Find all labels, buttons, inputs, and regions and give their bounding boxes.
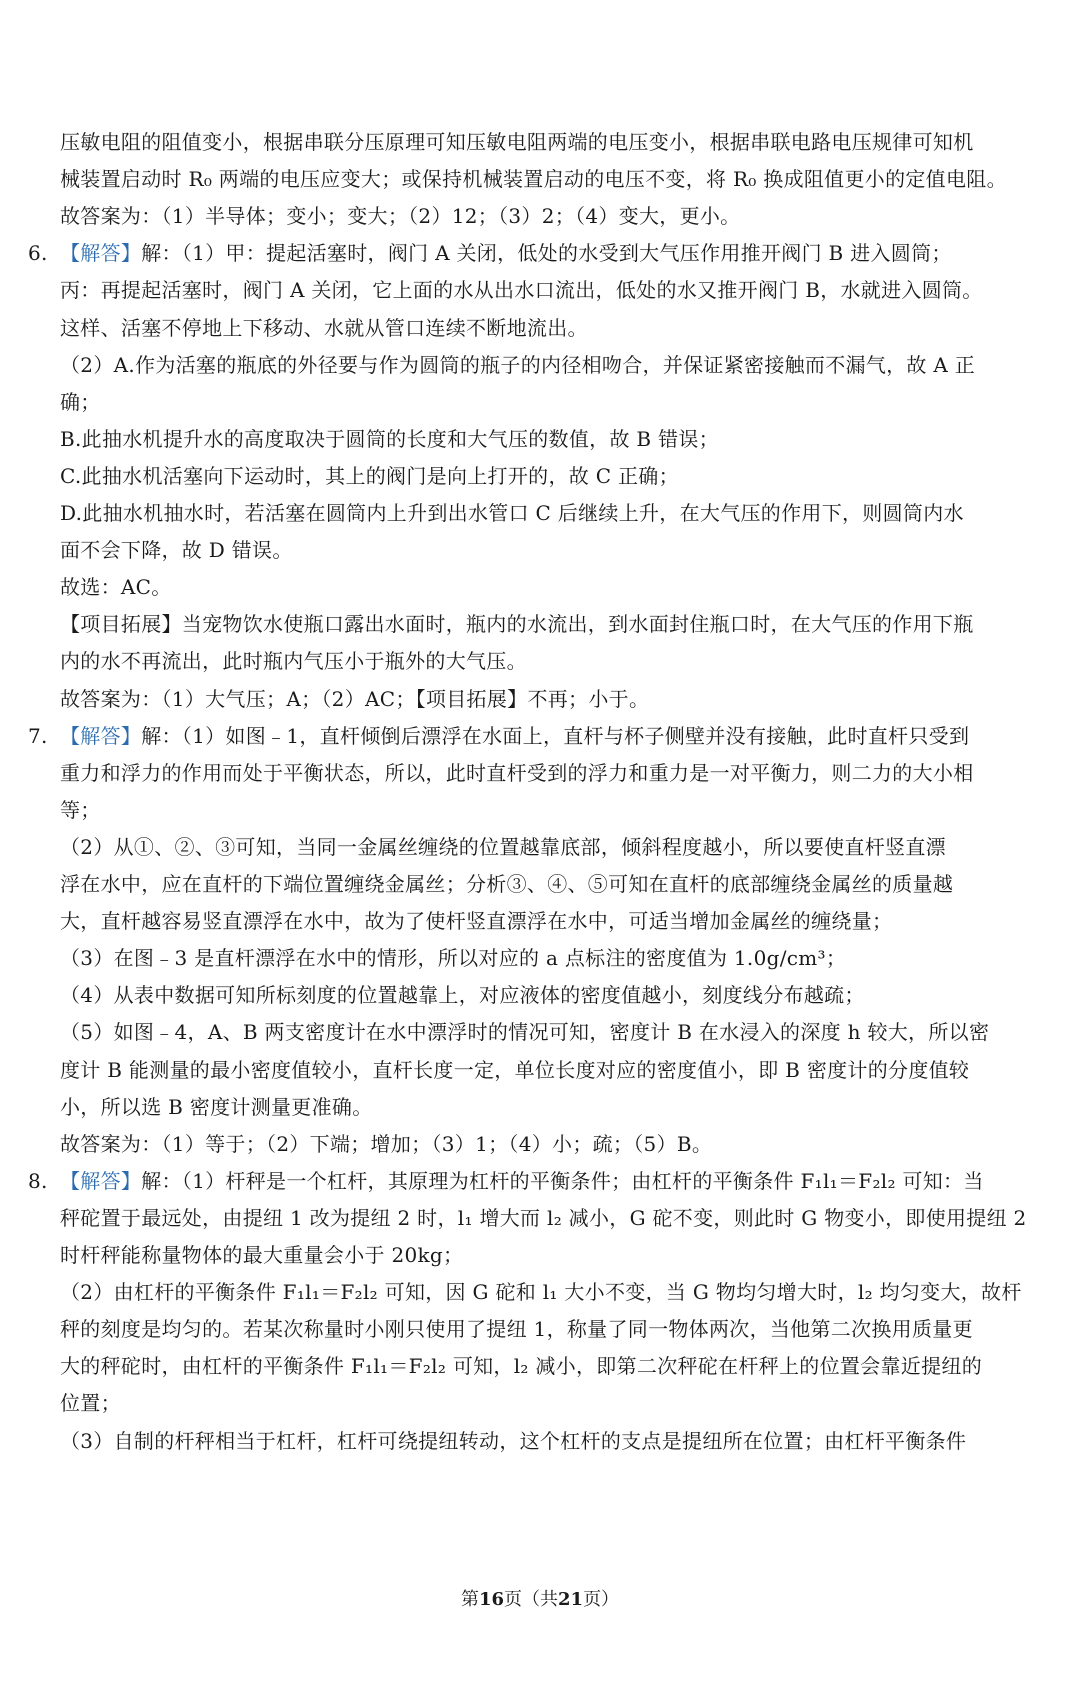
text-line	[60, 388, 1030, 416]
line-text: 等；	[60, 798, 101, 822]
text-line	[60, 202, 1030, 230]
question-number: 7.	[28, 724, 48, 748]
footer-prefix: 第	[460, 1589, 479, 1610]
text-line	[60, 610, 1030, 638]
text-line	[60, 573, 1030, 601]
line-text: 这样、活塞不停地上下移动、水就从管口连续不断地流出。	[60, 316, 588, 340]
text-line	[60, 1427, 1030, 1455]
question-number: 6.	[28, 241, 48, 265]
question-number: 8.	[28, 1169, 48, 1193]
line-text: 丙：再提起活塞时，阀门 A 关闭，它上面的水从出水口流出，低处的水又推开阀门 B，水就进入圆筒。	[60, 278, 983, 302]
text-line	[60, 536, 1030, 564]
line-text: 故答案为：（1）大气压；A；（2）AC；【项目拓展】不再；小于。	[60, 687, 650, 711]
text-line	[60, 944, 1030, 972]
line-text: B.此抽水机提升水的高度取决于圆筒的长度和大气压的数值，故 B 错误；	[60, 427, 719, 451]
line-text: 大，直杆越容易竖直漂浮在水中，故为了使杆竖直漂浮在水中，可适当增加金属丝的缠绕量；	[60, 909, 893, 933]
line-text: 浮在水中，应在直杆的下端位置缠绕金属丝；分析③、④、⑤可知在直杆的底部缠绕金属丝的质量越	[60, 872, 954, 896]
line-text: D.此抽水机抽水时，若活塞在圆筒内上升到出水管口 C 后继续上升，在大气压的作用下，则圆筒内水	[60, 501, 964, 525]
footer-total-pages: 21	[558, 1589, 584, 1610]
text-line	[60, 685, 1030, 713]
line-text: 位置；	[60, 1391, 121, 1415]
text-line	[60, 425, 1030, 453]
line-text: （2）从①、②、③可知，当同一金属丝缠绕的位置越靠底部，倾斜程度越小，所以要使直杆竖直漂	[60, 835, 946, 859]
text-line	[60, 796, 1030, 824]
text-line	[60, 499, 1030, 527]
line-text: 秤的刻度是均匀的。若某次称量时小刚只使用了提纽 1，称量了同一物体两次，当他第二次换用质量更	[60, 1317, 973, 1341]
text-line	[60, 870, 1030, 898]
line-text: （2）由杠杆的平衡条件 F₁l₁＝F₂l₂ 可知，因 G 砣和 l₁ 大小不变，当 G 物均匀增大时，l₂ 均匀变大，故杆	[60, 1280, 1022, 1304]
text-line	[28, 239, 1030, 267]
text-line	[60, 462, 1030, 490]
text-line	[28, 1167, 1030, 1195]
line-text: 故答案为：（1）半导体；变小；变大；（2）12；（3）2；（4）变大，更小。	[60, 204, 741, 228]
line-text: 大的秤砣时，由杠杆的平衡条件 F₁l₁＝F₂l₂ 可知，l₂ 减小，即第二次秤砣在杆秤上的位置会靠近提纽的	[60, 1354, 983, 1378]
text-line	[60, 647, 1030, 675]
line-text: 重力和浮力的作用而处于平衡状态，所以，此时直杆受到的浮力和重力是一对平衡力，则二力的大小相	[60, 761, 974, 785]
text-line	[60, 1093, 1030, 1121]
footer-suffix: 页）	[583, 1589, 620, 1610]
line-text: 【项目拓展】当宠物饮水使瓶口露出水面时，瓶内的水流出，到水面封住瓶口时，在大气压的作用下瓶	[60, 612, 974, 636]
line-text: 解：（1）如图﹣1，直杆倾倒后漂浮在水面上，直杆与杯子侧壁并没有接触，此时直杆只受到	[141, 724, 970, 748]
text-line	[60, 1352, 1030, 1380]
text-line	[60, 981, 1030, 1009]
line-text: 故答案为：（1）等于；（2）下端；增加；（3）1；（4）小；疏；（5）B。	[60, 1132, 713, 1156]
line-text: 秤砣置于最远处，由提纽 1 改为提纽 2 时，l₁ 增大而 l₂ 减小，G 砣不变，则此时 G 物变小，即使用提纽 2	[60, 1206, 1027, 1230]
text-line	[60, 1130, 1030, 1158]
text-line	[60, 1018, 1030, 1046]
line-text: 面不会下降，故 D 错误。	[60, 538, 293, 562]
line-text: C.此抽水机活塞向下运动时，其上的阀门是向上打开的，故 C 正确；	[60, 464, 679, 488]
line-text: 械装置启动时 R₀ 两端的电压应变大；或保持机械装置启动的电压不变，将 R₀ 换成阻值更小的定值电阻。	[60, 167, 1007, 191]
footer-mid: 页（共	[504, 1589, 558, 1610]
text-line	[60, 165, 1030, 193]
text-line	[60, 907, 1030, 935]
line-text: 压敏电阻的阻值变小，根据串联分压原理可知压敏电阻两端的电压变小，根据串联电路电压规律可知机	[60, 130, 974, 154]
answer-tag: 【解答】	[60, 1169, 142, 1193]
line-text: （4）从表中数据可知所标刻度的位置越靠上，对应液体的密度值越小，刻度线分布越疏；	[60, 983, 865, 1007]
line-text: （3）在图﹣3 是直杆漂浮在水中的情形，所以对应的 a 点标注的密度值为 1.0g/cm³；	[60, 946, 847, 970]
text-line	[60, 759, 1030, 787]
footer-page-number: 16	[478, 1589, 504, 1610]
text-line	[60, 1315, 1030, 1343]
text-line	[60, 1389, 1030, 1417]
answer-tag: 【解答】	[60, 241, 142, 265]
line-text: 小，所以选 B 密度计测量更准确。	[60, 1095, 373, 1119]
text-line	[60, 1204, 1030, 1232]
text-line	[60, 1241, 1030, 1269]
text-line	[28, 722, 1030, 750]
page-footer	[0, 1588, 1080, 1612]
text-line	[60, 833, 1030, 861]
text-line	[60, 276, 1030, 304]
line-text: 解：（1）甲：提起活塞时，阀门 A 关闭，低处的水受到大气压作用推开阀门 B 进入圆筒；	[141, 241, 952, 265]
line-text: 解：（1）杆秤是一个杠杆，其原理为杠杆的平衡条件；由杠杆的平衡条件 F₁l₁＝F₂l₂ 可知：当	[141, 1169, 984, 1193]
line-text: 内的水不再流出，此时瓶内气压小于瓶外的大气压。	[60, 649, 527, 673]
line-text: 故选：AC。	[60, 575, 172, 599]
line-text: 时杆秤能称量物体的最大重量会小于 20kg；	[60, 1243, 464, 1267]
line-text: （2）A.作为活塞的瓶底的外径要与作为圆筒的瓶子的内径相吻合，并保证紧密接触而不漏气，故 A 正	[60, 353, 976, 377]
line-text: 度计 B 能测量的最小密度值较小，直杆长度一定，单位长度对应的密度值小，即 B 密度计的分度值较	[60, 1058, 970, 1082]
text-line	[60, 1056, 1030, 1084]
line-text: （5）如图﹣4，A、B 两支密度计在水中漂浮时的情况可知，密度计 B 在水浸入的深度 h 较大，所以密	[60, 1020, 990, 1044]
answer-tag: 【解答】	[60, 724, 142, 748]
text-line	[60, 314, 1030, 342]
line-text: （3）自制的杆秤相当于杠杆，杠杆可绕提纽转动，这个杠杆的支点是提纽所在位置；由杠杆平衡条件	[60, 1429, 967, 1453]
text-line	[60, 1278, 1030, 1306]
line-text: 确；	[60, 390, 101, 414]
text-line	[60, 128, 1030, 156]
text-line	[60, 351, 1030, 379]
